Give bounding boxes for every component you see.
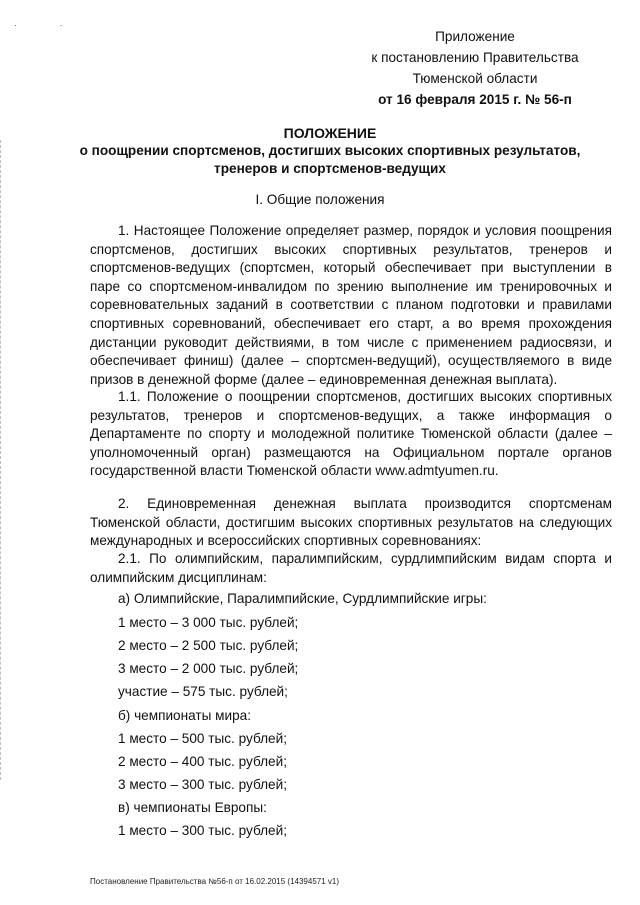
list-item: б) чемпионаты мира: — [118, 708, 251, 723]
appendix-line1: Приложение — [435, 29, 515, 44]
scan-edge-marks — [0, 140, 4, 780]
title-sub1: о поощрении спортсменов, достигших высоких спортивных результатов, — [79, 143, 581, 158]
title-main: ПОЛОЖЕНИЕ — [283, 125, 377, 141]
list-item: 2 место – 400 тыс. рублей; — [118, 754, 287, 769]
list-item: в) чемпионаты Европы: — [118, 800, 267, 815]
paragraph-1: 1. Настоящее Положение определяет размер, порядок и условия поощрения спортсменов, достигших высоких спортивных результатов, тренеров и спортсменов-ведущих (спортсмен, который обеспечивает при выступлении в паре со спортсменом-инвалидом по зрению выполнение им тренировочных и соревновательных заданий в соответствии с планом подготовки и правилами спортивных соревнований, обеспечивает его старт, а во время прохождения дистанции руководит действиями, в том числе с применением радиосвязи, и обеспечивает финиш) (далее – спортсмен-ведущий), осуществляемого в виде призов в денежной форме (далее – единовременная денежная выплата). — [90, 223, 612, 387]
list-item: а) Олимпийские, Паралимпийские, Сурдлимпийские игры: — [118, 591, 487, 606]
title-sub2: тренеров и спортсменов-ведущих — [214, 161, 446, 176]
section-heading: I. Общие положения — [255, 192, 385, 207]
list-item: 1 место – 300 тыс. рублей; — [118, 823, 287, 838]
appendix-date: от 16 февраля 2015 г. № 56-п — [378, 92, 572, 107]
list-item: 1 место – 3 000 тыс. рублей; — [118, 615, 299, 630]
appendix-block — [340, 26, 610, 110]
list-item: 3 место – 300 тыс. рублей; — [118, 777, 287, 792]
list-item: 2 место – 2 500 тыс. рублей; — [118, 638, 299, 653]
document-footer: Постановление Правительства №56-п от 16.02.2015 (14394571 v1) — [90, 877, 340, 886]
list-item: 3 место – 2 000 тыс. рублей; — [118, 661, 299, 676]
scan-dots: · · — [14, 20, 83, 30]
list-item: 1 место – 500 тыс. рублей; — [118, 731, 287, 746]
appendix-line3: Тюменской области — [412, 71, 538, 86]
appendix-line2: к постановлению Правительства — [371, 50, 579, 65]
document-title — [60, 124, 600, 178]
paragraph-2-1: 2.1. По олимпийским, паралимпийским, сурдлимпийским видам спорта и олимпийским дисциплинам: — [90, 551, 612, 585]
list-item: участие – 575 тыс. рублей; — [118, 684, 288, 699]
paragraph-1-1: 1.1. Положение о поощрении спортсменов, достигших высоких спортивных результатов, тренеров и спортсменов-ведущих, а также информация о Департаменте по спорту и молодежной политике Тюменской области (далее – уполномоченный орган) размещаются на Официальном портале органов государственной власти Тюменской области www.admtyumen.ru. — [90, 389, 612, 479]
paragraph-2: 2. Единовременная денежная выплата производится спортсменам Тюменской области, достигшим высоких спортивных результатов на следующих международных и всероссийских спортивных соревнованиях: — [90, 496, 612, 549]
